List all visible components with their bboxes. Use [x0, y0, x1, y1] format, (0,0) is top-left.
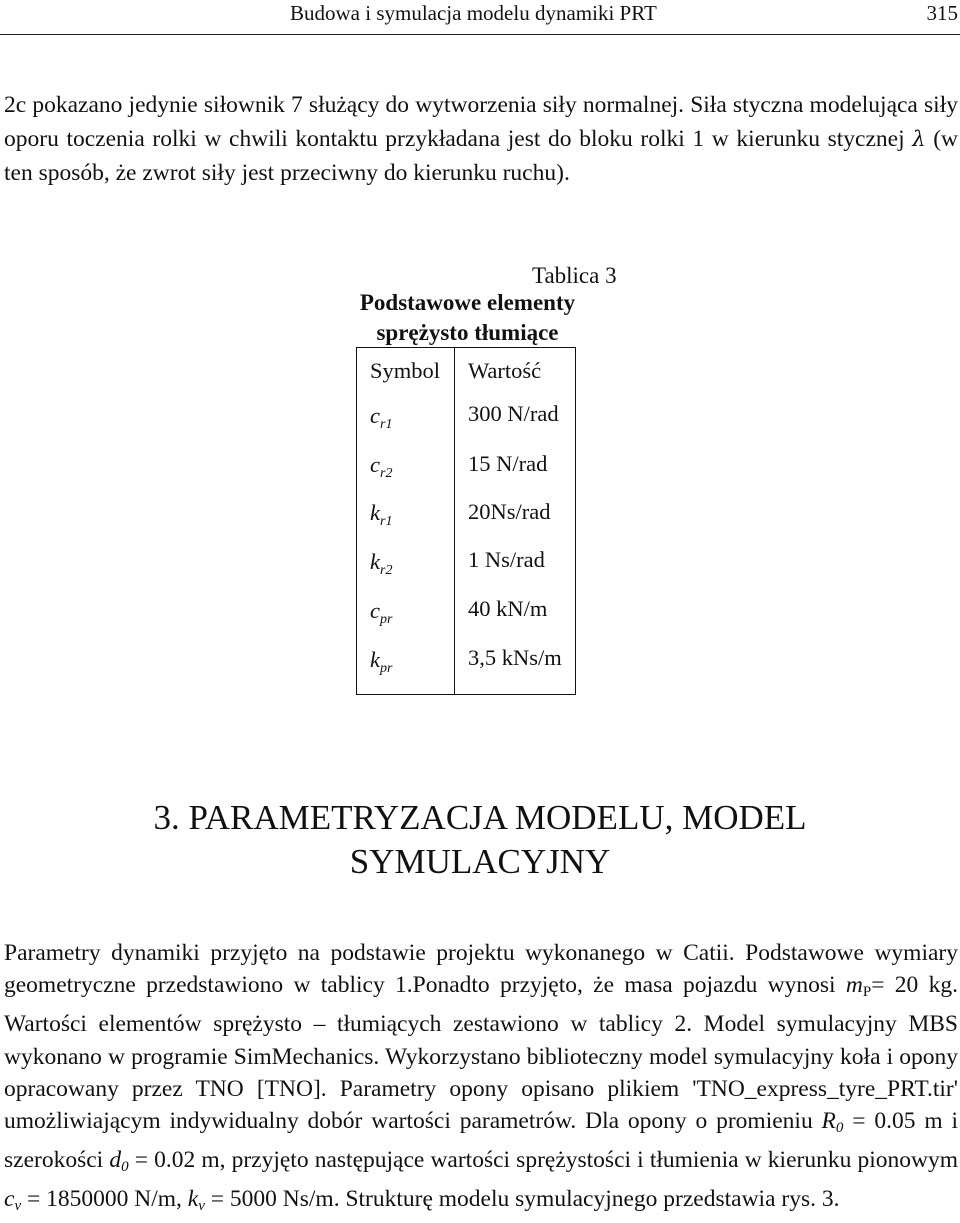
mass-subscript: P	[862, 984, 872, 1001]
damping-symbol: k	[187, 1186, 199, 1213]
table-row-symbol: $c_{r1}$	[370, 403, 393, 432]
stiffness-symbol: c	[4, 1186, 15, 1213]
radius-symbol: R	[821, 1108, 836, 1135]
table-row-symbol: $c_{r2}$	[370, 452, 393, 481]
running-title: Budowa i symulacja modelu dynamiki PRT	[290, 1, 657, 25]
column-divider	[454, 348, 455, 694]
page-header	[0, 0, 960, 35]
table-title: Podstawowe elementy sprężysto tłumiące	[359, 290, 576, 345]
lambda-symbol: λ	[912, 127, 926, 151]
stiffness-subscript: v	[14, 1198, 22, 1215]
body-paragraph	[4, 937, 958, 1223]
table-caption: Tablica 3	[532, 263, 617, 288]
table-row-value: 3,5 kNs/m	[468, 645, 562, 670]
body-text-4: = 0.02 m, przyjęto następujące wartości sprężystości i tłumienia w kierunku pionowym	[128, 1147, 958, 1174]
header-symbol: Symbol	[370, 358, 441, 383]
radius-subscript: 0	[835, 1120, 844, 1137]
body-text-2: = 20 kg. Wartości elementów sprężysto – tłumiących zestawiono w tablicy 2. Model symulacyjny MBS wykonano w programie SimMechanics. Wykorzystano biblioteczny model symulacyjny koła i opony opracowany przez TNO [TNO]. Parametry opony opisano plikiem 'TNO_express_tyre_PRT.tir' umożliwiającym indywidualny dobór wartości parametrów. Dla opony o promieniu	[4, 972, 959, 1135]
body-text-3: = 0.05 m i szerokości	[4, 1108, 958, 1174]
table-row-symbol: $c_{pr}$	[370, 598, 393, 627]
table-row-symbol: $k_{r1}$	[370, 500, 393, 529]
intro-text-2: (w ten sposób, że zwrot siły jest przeciwny do kierunku ruchu).	[4, 126, 959, 186]
table-row-value: 15 N/rad	[468, 451, 548, 476]
width-symbol: d	[109, 1147, 122, 1174]
width-subscript: 0	[121, 1159, 129, 1176]
page-number: 315	[926, 1, 958, 25]
body-text-5: = 1850000 N/m,	[21, 1186, 188, 1213]
table-row-value: 300 N/rad	[468, 401, 559, 426]
section-heading	[0, 796, 960, 884]
damping-subscript: v	[198, 1198, 205, 1215]
table-row-symbol: $k_{pr}$	[370, 647, 393, 676]
section-heading-line-1: 3. PARAMETRYZACJA MODELU, MODEL	[153, 798, 807, 837]
intro-paragraph	[4, 88, 958, 190]
table-row-symbol: $k_{r2}$	[370, 549, 393, 578]
intro-text-1: 2c pokazano jedynie siłownik 7 służący do wytworzenia siły normalnej. Siła styczna modelująca siły oporu toczenia rolki w chwili kontaktu przykładana jest do bloku rolki 1 w kierunku stycznej	[4, 92, 958, 152]
table-row-value: 1 Ns/rad	[468, 547, 545, 572]
table-row-value: 40 kN/m	[468, 596, 548, 621]
parameters-table	[356, 347, 576, 695]
body-text-1: Parametry dynamiki przyjęto na podstawie projektu wykonanego w Catii. Podstawowe wymiary geometryczne przedstawiono w tablicy 1.Ponadto przyjęto, że masa pojazdu wynosi	[4, 940, 958, 999]
header-value: Wartość	[468, 358, 542, 383]
table-row-value: 20Ns/rad	[468, 499, 551, 524]
section-heading-line-2: SYMULACYJNY	[349, 842, 611, 881]
mass-symbol: m	[845, 972, 863, 999]
body-text-6: = 5000 Ns/m. Strukturę modelu symulacyjnego przedstawia rys. 3.	[204, 1186, 840, 1213]
